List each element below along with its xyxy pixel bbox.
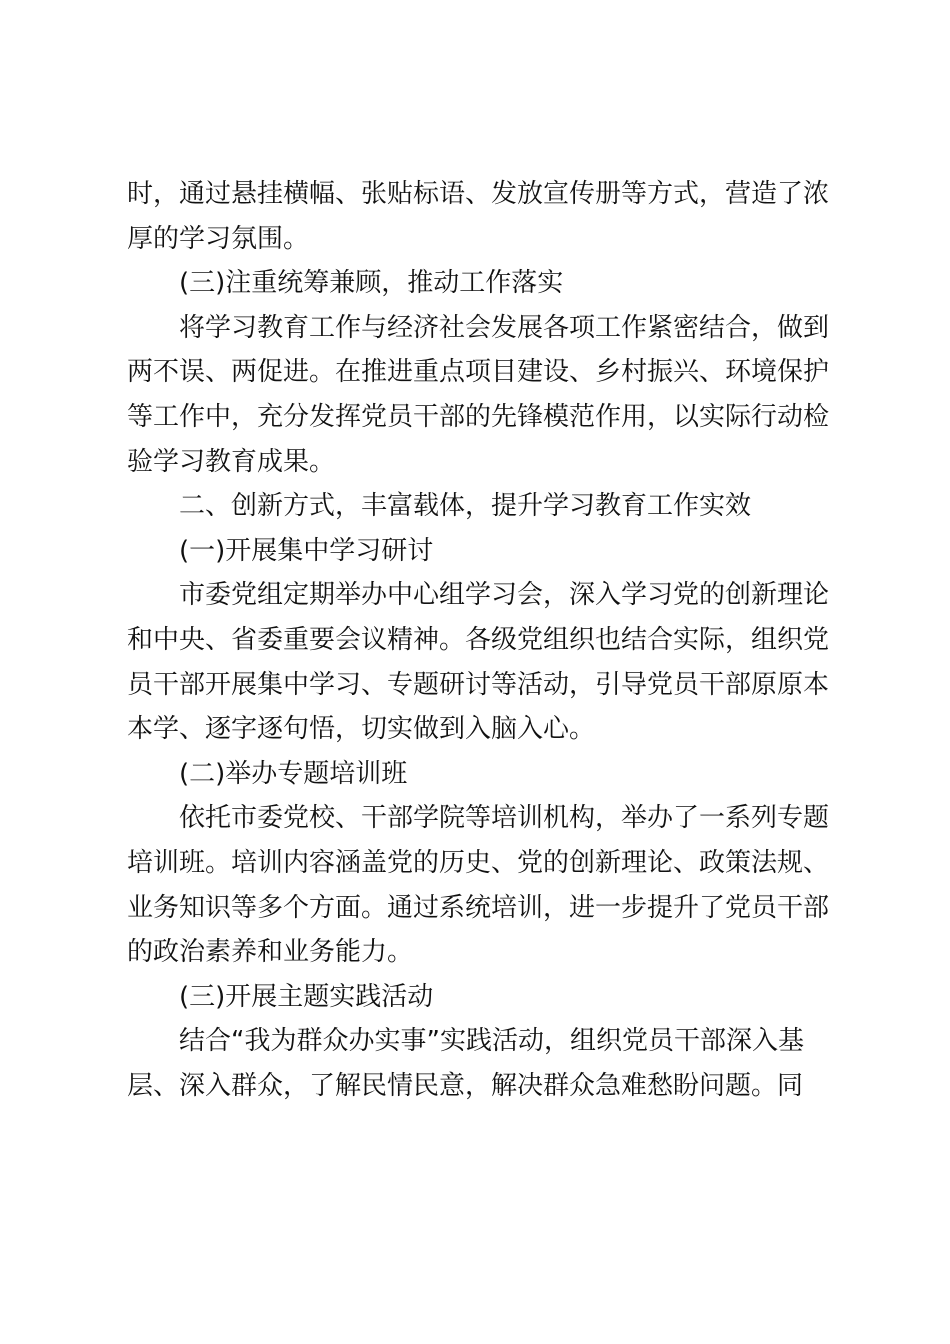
text-line: 的政治素养和业务能力。 bbox=[127, 937, 414, 968]
paragraph-first-line: 依托市委党校、干部学院等培训机构，举办了一系列专题 bbox=[179, 803, 830, 834]
text-line: 和中央、省委重要会议精神。各级党组织也结合实际，组织党 bbox=[127, 624, 830, 655]
text-line: 时，通过悬挂横幅、张贴标语、发放宣传册等方式，营造了浓 bbox=[127, 179, 830, 209]
text-line: 培训班。培训内容涵盖党的历史、党的创新理论、政策法规、 bbox=[127, 847, 830, 878]
section-heading: 二、创新方式，丰富载体，提升学习教育工作实效 bbox=[179, 491, 752, 522]
text-line: 两不误、两促进。在推进重点项目建设、乡村振兴、环境保护 bbox=[127, 357, 830, 388]
subsection-heading: (三)注重统筹兼顾，推动工作落实 bbox=[179, 268, 564, 299]
subsection-heading: (一)开展集中学习研讨 bbox=[179, 535, 434, 566]
subsection-heading: (三)开展主题实践活动 bbox=[179, 981, 434, 1012]
text-line: 业务知识等多个方面。通过系统培训，进一步提升了党员干部 bbox=[127, 892, 830, 923]
text-line: 等工作中，充分发挥党员干部的先锋模范作用，以实际行动检 bbox=[127, 401, 830, 432]
document-body bbox=[127, 172, 830, 1108]
text-line: 层、深入群众，了解民情民意，解决群众急难愁盼问题。同 bbox=[127, 1070, 804, 1101]
text-line: 员干部开展集中学习、专题研讨等活动，引导党员干部原原本 bbox=[127, 669, 830, 700]
text-line: 厚的学习氛围。 bbox=[127, 223, 310, 254]
paragraph-first-line: 将学习教育工作与经济社会发展各项工作紧密结合，做到 bbox=[179, 312, 830, 343]
paragraph-first-line: 结合“我为群众办实事”实践活动，组织党员干部深入基 bbox=[179, 1026, 804, 1057]
text-line: 本学、逐字逐句悟，切实做到入脑入心。 bbox=[127, 714, 596, 745]
paragraph-first-line: 市委党组定期举办中心组学习会，深入学习党的创新理论 bbox=[179, 580, 830, 611]
subsection-heading: (二)举办专题培训班 bbox=[179, 758, 408, 789]
text-line: 验学习教育成果。 bbox=[127, 446, 336, 477]
